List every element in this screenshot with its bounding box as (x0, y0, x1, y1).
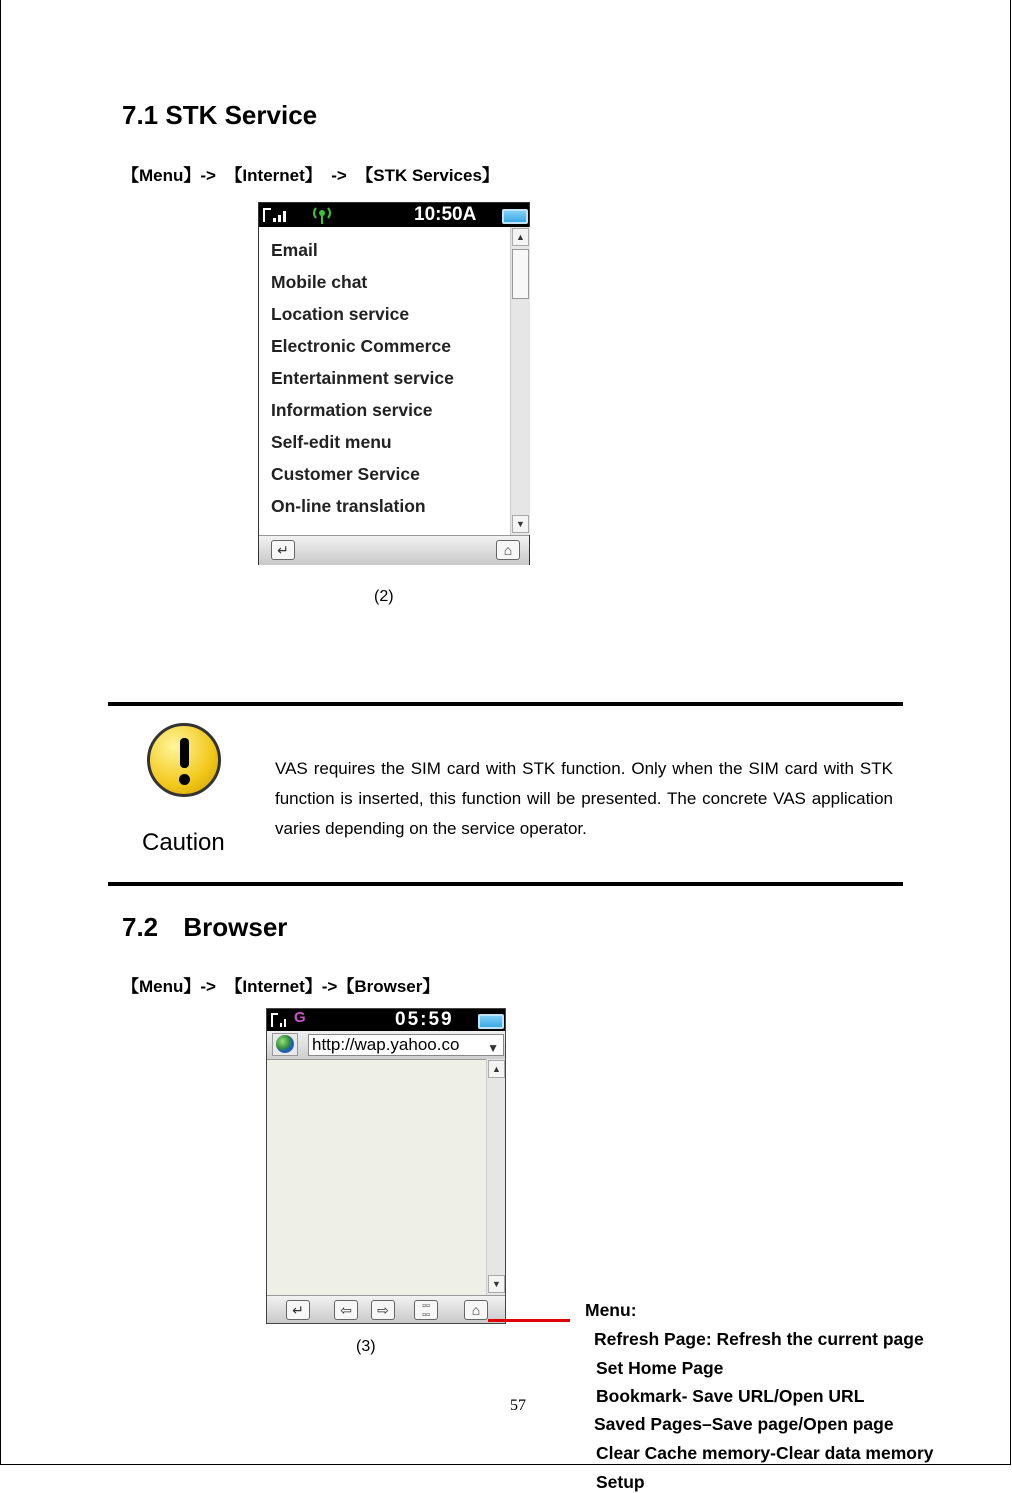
browser-phone-screenshot (266, 1008, 506, 1324)
prev-icon[interactable]: ⇦ (334, 1300, 358, 1320)
browser-menu-item: Bookmark- Save URL/Open URL (596, 1386, 865, 1406)
grid-icon[interactable]: ▫▫ ▫▫ (414, 1300, 438, 1320)
stk-menu-item[interactable]: Location service (271, 304, 410, 324)
browser-menu-item: Setup (596, 1472, 645, 1492)
scroll-down-icon[interactable]: ▼ (488, 1275, 505, 1293)
next-icon[interactable]: ⇨ (371, 1300, 395, 1320)
stk-menu-item[interactable]: Customer Service (271, 464, 420, 484)
figure-caption-3: (3) (356, 1338, 376, 1355)
caution-top-rule (108, 702, 903, 706)
clock-time: 05:59 (395, 1009, 454, 1030)
figure-caption-2: (2) (374, 588, 394, 605)
scrollbar[interactable] (486, 1059, 505, 1295)
globe-icon[interactable] (272, 1033, 298, 1056)
stk-menu-item[interactable]: Mobile chat (271, 272, 368, 292)
stk-menu-item[interactable]: On-line translation (271, 496, 426, 516)
section-title-browser: 7.2 Browser (122, 912, 288, 942)
section-title-stk: 7.1 STK Service (122, 100, 318, 130)
clock-time: 10:50A (414, 204, 477, 225)
stk-menu-item[interactable]: Email (271, 240, 318, 260)
status-bar (267, 1009, 505, 1031)
stk-phone-screenshot (258, 202, 530, 565)
caution-label: Caution (142, 829, 225, 856)
stk-menu-list (271, 237, 506, 525)
browser-menu-item: Saved Pages–Save page/Open page (594, 1414, 894, 1434)
stk-menu-item[interactable]: Entertainment service (271, 368, 454, 388)
stk-menu-item[interactable]: Self-edit menu (271, 432, 392, 452)
stk-menu-item[interactable]: Information service (271, 400, 433, 420)
scroll-thumb[interactable] (512, 249, 529, 299)
scroll-up-icon[interactable]: ▲ (512, 228, 529, 246)
back-icon[interactable]: ↵ (271, 540, 295, 560)
signal-icon (271, 1013, 293, 1027)
soft-key-bar (267, 1295, 505, 1324)
browser-menu-item: Set Home Page (596, 1358, 724, 1378)
scroll-up-icon[interactable]: ▲ (488, 1060, 505, 1078)
page-border-bottom (0, 1464, 1011, 1465)
page-number: 57 (510, 1397, 526, 1414)
page-border-right (1010, 0, 1011, 1465)
caution-bottom-rule (108, 882, 903, 886)
url-bar (267, 1031, 505, 1060)
status-bar (259, 203, 529, 227)
signal-icon (263, 208, 289, 222)
browser-menu-item: Refresh Page: Refresh the current page (594, 1329, 924, 1349)
warning-icon (147, 723, 221, 797)
browser-menu-path: 【Menu】-> 【Internet】->【Browser】 (122, 977, 440, 996)
battery-icon (502, 209, 528, 224)
callout-line (488, 1319, 570, 1322)
home-icon[interactable]: ⌂ (464, 1300, 488, 1320)
stk-menu-item[interactable]: Electronic Commerce (271, 336, 451, 356)
back-icon[interactable]: ↵ (286, 1300, 310, 1320)
scrollbar[interactable] (510, 227, 530, 535)
battery-icon (478, 1014, 504, 1029)
soft-key-bar (259, 535, 529, 565)
url-input[interactable] (308, 1034, 504, 1056)
home-icon[interactable]: ⌂ (496, 540, 520, 560)
scroll-down-icon[interactable]: ▼ (512, 515, 529, 533)
page-border-left (0, 0, 1, 1465)
browser-menu-item: Clear Cache memory-Clear data memory (596, 1443, 934, 1463)
url-text: http://wap.yahoo.co (312, 1035, 460, 1054)
browser-menu-title: Menu: (585, 1300, 637, 1320)
chevron-down-icon[interactable]: ▼ (487, 1038, 499, 1056)
g-icon: G (294, 1009, 306, 1026)
antenna-icon (312, 206, 332, 224)
stk-menu-path: 【Menu】-> 【Internet】 -> 【STK Services】 (122, 166, 499, 185)
caution-text: VAS requires the SIM card with STK function. Only when the SIM card with STK function is inserted, this function will be presented. The concrete VAS application varies depending on the service operator. (275, 759, 893, 838)
